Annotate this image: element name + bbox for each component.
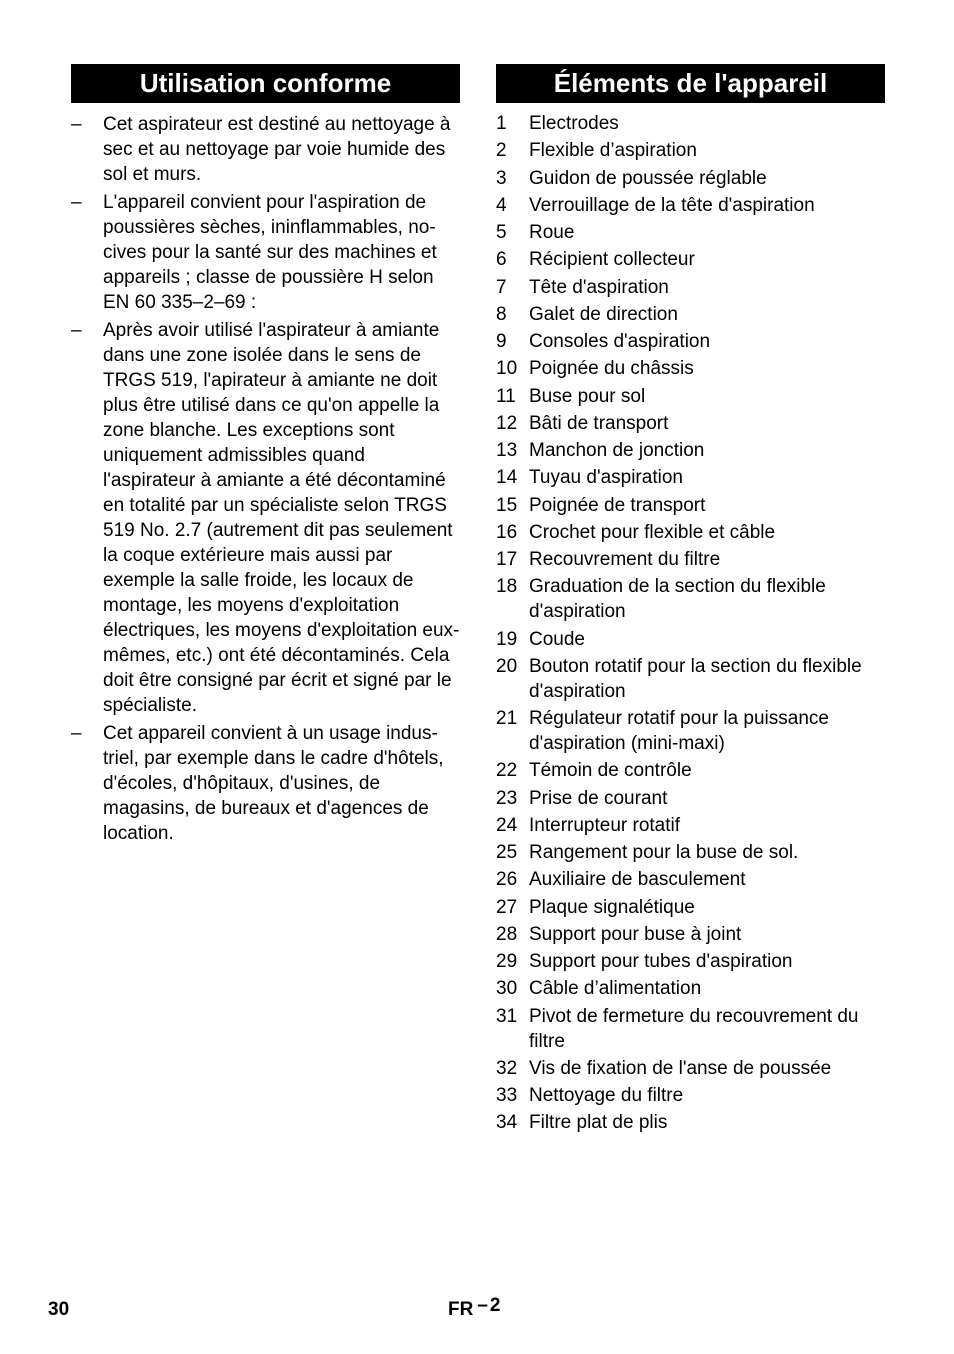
component-number: 33 [496, 1085, 518, 1106]
component-label: Vis de fixation de l'anse de poussée [529, 1057, 832, 1079]
component-label: Manchon de jonction [529, 440, 705, 461]
component-number: 11 [496, 385, 516, 407]
component-label: Interrupteur rotatif [529, 814, 681, 836]
component-number: 13 [496, 440, 518, 461]
component-number: 17 [496, 549, 518, 570]
component-label: Tuyau d'aspiration [529, 467, 683, 489]
left-column [71, 64, 460, 849]
component-item [496, 520, 885, 545]
component-label: Guidon de poussée réglable [529, 167, 767, 189]
component-item [496, 247, 885, 272]
component-item [496, 166, 885, 191]
bullet-item [71, 721, 460, 846]
component-label: Bouton rotatif pour la section du flexible d'aspiration [529, 655, 862, 702]
component-item [496, 786, 885, 811]
component-label: Bâti de transport [529, 412, 669, 434]
component-item [496, 547, 885, 572]
section-heading-utilisation: Utilisation conforme [71, 64, 460, 103]
component-item [496, 384, 885, 409]
bullet-dash: – [71, 723, 82, 744]
component-label: Filtre plat de plis [529, 1112, 668, 1134]
component-number: 16 [496, 521, 518, 543]
component-number: 18 [496, 576, 518, 598]
component-item [496, 329, 885, 354]
component-item [496, 111, 885, 136]
bullet-text: Après avoir utilisé l'aspirateur à amiante dans une zone isolée dans le sens de TRGS 519, l'apirateur à amiante ne doit plus être utilisé dans ce qu'on appelle la zone blanche. Les exceptions sont uniquement admissibles quand l'aspirateur à amiante a été décontaminé en totalité par un spécialiste selon TRGS 519 No. 2.7 (autrement dit pas seulement la coque extérieure mais aussi par exemple la salle froide, les locaux de montage, les moyens d'exploitation électriques, les moyens d'exploitation eux-mêmes, etc.) ont été décontaminés. Cela doit être consigné par écrit et signé par le spécialiste. [103, 320, 460, 716]
bullet-text: Cet appareil convient à un usage industriel, par exemple dans le cadre d'hôtels, d'écoles, d'hôpitaux, d'usines, de magasins, de bureaux et d'agences de location. [103, 723, 444, 844]
component-number: 24 [496, 814, 518, 836]
component-label: Plaque signalétique [529, 896, 695, 918]
component-number: 20 [496, 655, 518, 677]
component-item [496, 193, 885, 218]
component-number: 14 [496, 467, 518, 489]
component-label: Récipient collecteur [529, 249, 695, 271]
component-label: Auxiliaire de basculement [529, 869, 746, 891]
component-number: 4 [496, 194, 507, 216]
component-label: Verrouillage de la tête d'aspiration [529, 194, 815, 216]
component-number: 30 [496, 978, 518, 1000]
footer-separator: – [477, 1295, 488, 1316]
component-label: Témoin de contrôle [529, 760, 692, 782]
component-number: 8 [496, 303, 507, 325]
component-item [496, 302, 885, 327]
component-number: 5 [496, 222, 507, 243]
component-number: 32 [496, 1057, 518, 1079]
component-item [496, 574, 885, 624]
component-number: 31 [496, 1005, 518, 1027]
component-number: 28 [496, 923, 518, 945]
component-number: 15 [496, 494, 518, 516]
component-item [496, 493, 885, 518]
component-item [496, 627, 885, 652]
component-number: 29 [496, 951, 518, 972]
component-item [496, 1056, 885, 1081]
bullet-text: L'appareil convient pour l'aspiration de poussières sèches, ininflammables, nocives pour la santé sur des machines et appareils ; classe de poussière H selon EN 60 335–2–69 : [103, 192, 437, 313]
component-item [496, 758, 885, 783]
component-number: 19 [496, 628, 518, 650]
component-number: 10 [496, 358, 518, 380]
component-label: Pivot de fermeture du recouvrement du filtre [529, 1005, 859, 1052]
component-item [496, 356, 885, 381]
bullet-item [71, 190, 460, 315]
component-item [496, 654, 885, 704]
component-label: Galet de direction [529, 303, 678, 325]
component-number: 21 [496, 708, 518, 729]
component-label: Rangement pour la buse de sol. [529, 842, 799, 863]
page-number: 30 [48, 1299, 70, 1320]
component-label: Coude [529, 628, 585, 650]
component-number: 12 [496, 412, 518, 434]
component-number: 22 [496, 760, 518, 782]
component-label: Poignée de transport [529, 494, 706, 516]
component-list [496, 111, 885, 1135]
component-item [496, 138, 885, 163]
component-item [496, 976, 885, 1001]
component-number: 23 [496, 787, 518, 809]
component-number: 9 [496, 331, 507, 352]
component-label: Support pour tubes d'aspiration [529, 951, 793, 972]
component-label: Câble d’alimentation [529, 978, 702, 1000]
component-label: Prise de courant [529, 787, 668, 809]
component-label: Crochet pour flexible et câble [529, 521, 776, 543]
component-item [496, 1004, 885, 1054]
component-label: Nettoyage du filtre [529, 1085, 684, 1106]
bullet-item [71, 112, 460, 187]
component-item [496, 438, 885, 463]
section-page-number: 2 [489, 1295, 501, 1316]
component-number: 7 [496, 276, 507, 298]
component-number: 6 [496, 249, 507, 271]
bullet-dash: – [71, 320, 82, 341]
bullet-dash: – [71, 114, 82, 135]
component-item [496, 895, 885, 920]
component-number: 2 [496, 140, 507, 162]
language-code: FR [448, 1299, 474, 1320]
component-label: Tête d'aspiration [529, 276, 669, 298]
component-number: 27 [496, 896, 518, 918]
bullet-list [71, 112, 460, 846]
component-item [496, 1110, 885, 1135]
section-heading-elements: Éléments de l'appareil [496, 64, 885, 103]
component-item [496, 220, 885, 245]
component-item [496, 813, 885, 838]
footer-language [448, 1295, 501, 1321]
component-label: Support pour buse à joint [529, 923, 742, 945]
component-label: Roue [529, 222, 575, 243]
component-item [496, 411, 885, 436]
component-label: Graduation de la section du flexible d'aspiration [529, 576, 826, 623]
right-column [496, 64, 885, 1138]
component-label: Electrodes [529, 113, 619, 134]
component-label: Poignée du châssis [529, 358, 694, 380]
component-label: Consoles d'aspiration [529, 331, 711, 352]
component-number: 34 [496, 1112, 518, 1134]
component-number: 3 [496, 167, 507, 189]
component-item [496, 465, 885, 490]
component-label: Régulateur rotatif pour la puissance d'aspiration (mini-maxi) [529, 708, 829, 754]
component-number: 25 [496, 842, 518, 863]
component-item [496, 1083, 885, 1108]
component-number: 1 [496, 113, 507, 134]
component-item [496, 922, 885, 947]
bullet-item [71, 318, 460, 718]
component-item [496, 706, 885, 756]
component-item [496, 949, 885, 974]
component-item [496, 840, 885, 865]
component-label: Flexible d’aspiration [529, 140, 697, 162]
component-label: Recouvrement du filtre [529, 549, 721, 570]
component-number: 26 [496, 869, 518, 891]
bullet-text: Cet aspirateur est destiné au nettoyage à sec et au nettoyage par voie humide des sol et murs. [103, 114, 451, 185]
component-item [496, 867, 885, 892]
component-label: Buse pour sol [529, 385, 646, 407]
bullet-dash: – [71, 192, 82, 213]
component-item [496, 275, 885, 300]
